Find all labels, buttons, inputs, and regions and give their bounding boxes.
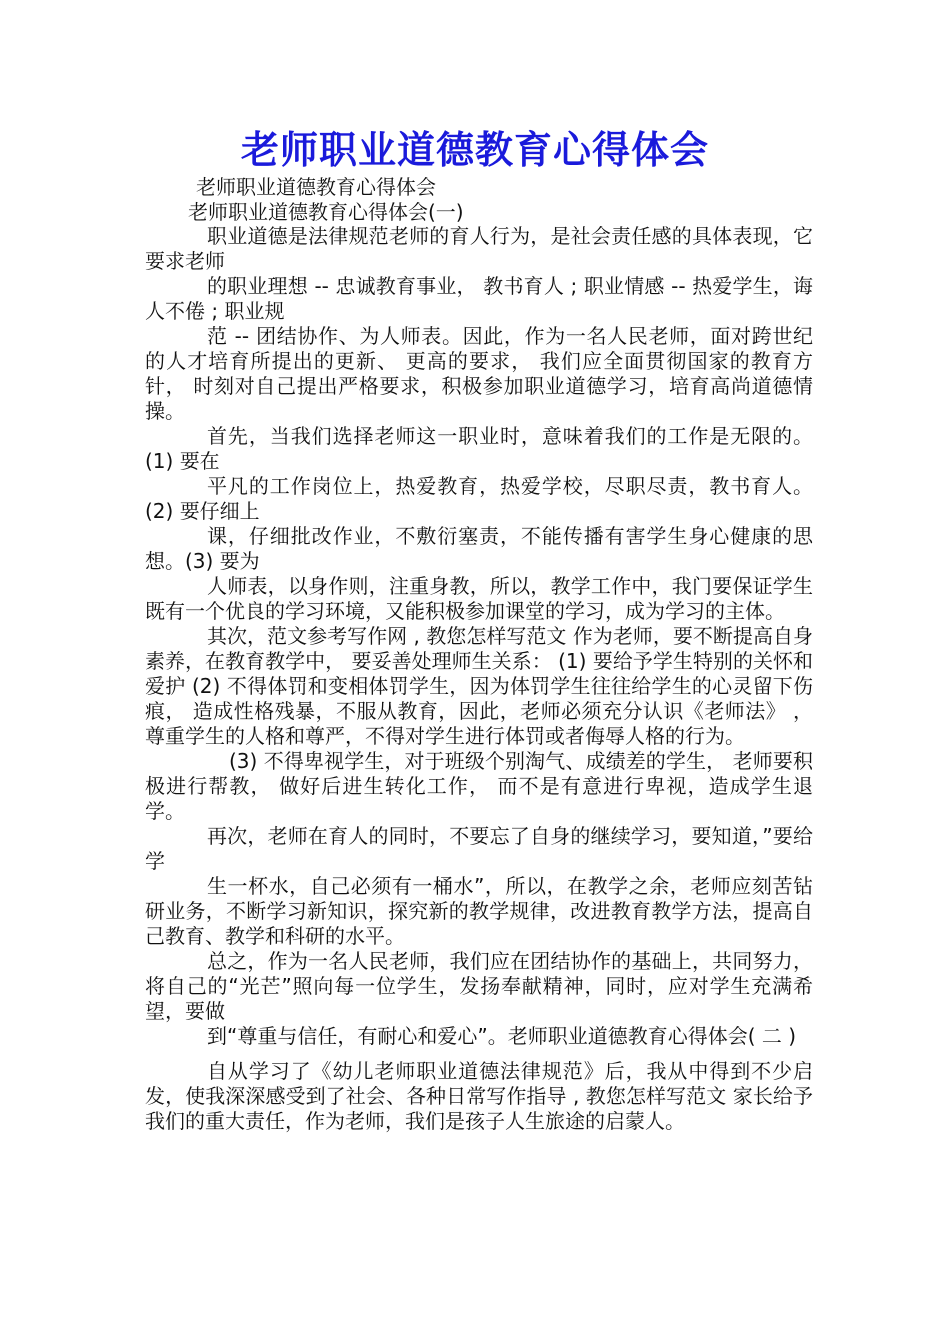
section-one-heading: 老师职业道德教育心得体会(一) <box>188 200 464 224</box>
paragraph: 其次，范文参考写作网 , 教您怎样写范文 作为老师，要不断提高自身素养，在教育教学中， 要妥善处理师生关系： (1) 要给予学生特别的关怀和爱护 (2) 不得体罚和变相体罚学生，因为体罚学生往往给学生的心灵留下伤痕， 造成性格残暴，不服从教育，因此，老师必须充分认识《老师法》 ，尊重学生的人格和尊严，不得对学生进行体罚或者侮辱人格的行为。 <box>145 624 813 748</box>
paragraph: (3) 不得卑视学生，对于班级个别淘气、成绩差的学生， 老师要积极进行帮教， 做好后进生转化工作， 而不是有意进行卑视，造成学生退学。 <box>145 749 813 823</box>
document-body <box>145 224 813 1134</box>
paragraph: 到“尊重与信任，有耐心和爱心”。老师职业道德教育心得体会( 二 ) <box>207 1024 797 1048</box>
paragraph: 自从学习了《幼儿老师职业道德法律规范》后，我从中得到不少启发，使我深深感受到了社会、各种日常写作指导 , 教您怎样写范文 家长给予我们的重大责任，作为老师，我们是孩子人生旅途的启蒙人。 <box>145 1059 813 1133</box>
paragraph: 首先，当我们选择老师这一职业时，意味着我们的工作是无限的。(1) 要在 <box>145 424 813 473</box>
document-subtitle: 老师职业道德教育心得体会 <box>196 175 436 199</box>
paragraph: 职业道德是法律规范老师的育人行为，是社会责任感的具体表现，它要求老师 <box>145 224 813 273</box>
document-title: 老师职业道德教育心得体会 <box>240 128 709 172</box>
paragraph: 课，仔细批改作业，不敷衍塞责，不能传播有害学生身心健康的思想。(3) 要为 <box>145 524 813 573</box>
paragraph: 的职业理想 -- 忠诚教育事业， 教书育人 ; 职业情感 -- 热爱学生，诲人不倦 ; 职业规 <box>145 274 813 323</box>
paragraph: 总之，作为一名人民老师，我们应在团结协作的基础上，共同努力，将自己的“光芒”照向每一位学生，发扬奉献精神，同时，应对学生充满希望，要做 <box>145 949 813 1023</box>
paragraph: 平凡的工作岗位上，热爱教育，热爱学校，尽职尽责，教书育人。(2) 要仔细上 <box>145 474 813 523</box>
paragraph: 范 -- 团结协作、为人师表。因此，作为一名人民老师，面对跨世纪的人才培育所提出的更新、 更高的要求， 我们应全面贯彻国家的教育方针， 时刻对自己提出严格要求，积极参加职业道德学习，培育高尚道德情操。 <box>145 324 813 423</box>
paragraph: 生一杯水，自己必须有一桶水”，所以，在教学之余，老师应刻苦钻研业务，不断学习新知识，探究新的教学规律，改进教育教学方法，提高自己教育、教学和科研的水平。 <box>145 874 813 948</box>
paragraph: 人师表，以身作则，注重身教，所以，教学工作中，我门要保证学生既有一个优良的学习环境，又能积极参加课堂的学习，成为学习的主体。 <box>145 574 813 623</box>
paragraph: 再次，老师在育人的同时，不要忘了自身的继续学习，要知道，”要给学 <box>145 824 813 873</box>
